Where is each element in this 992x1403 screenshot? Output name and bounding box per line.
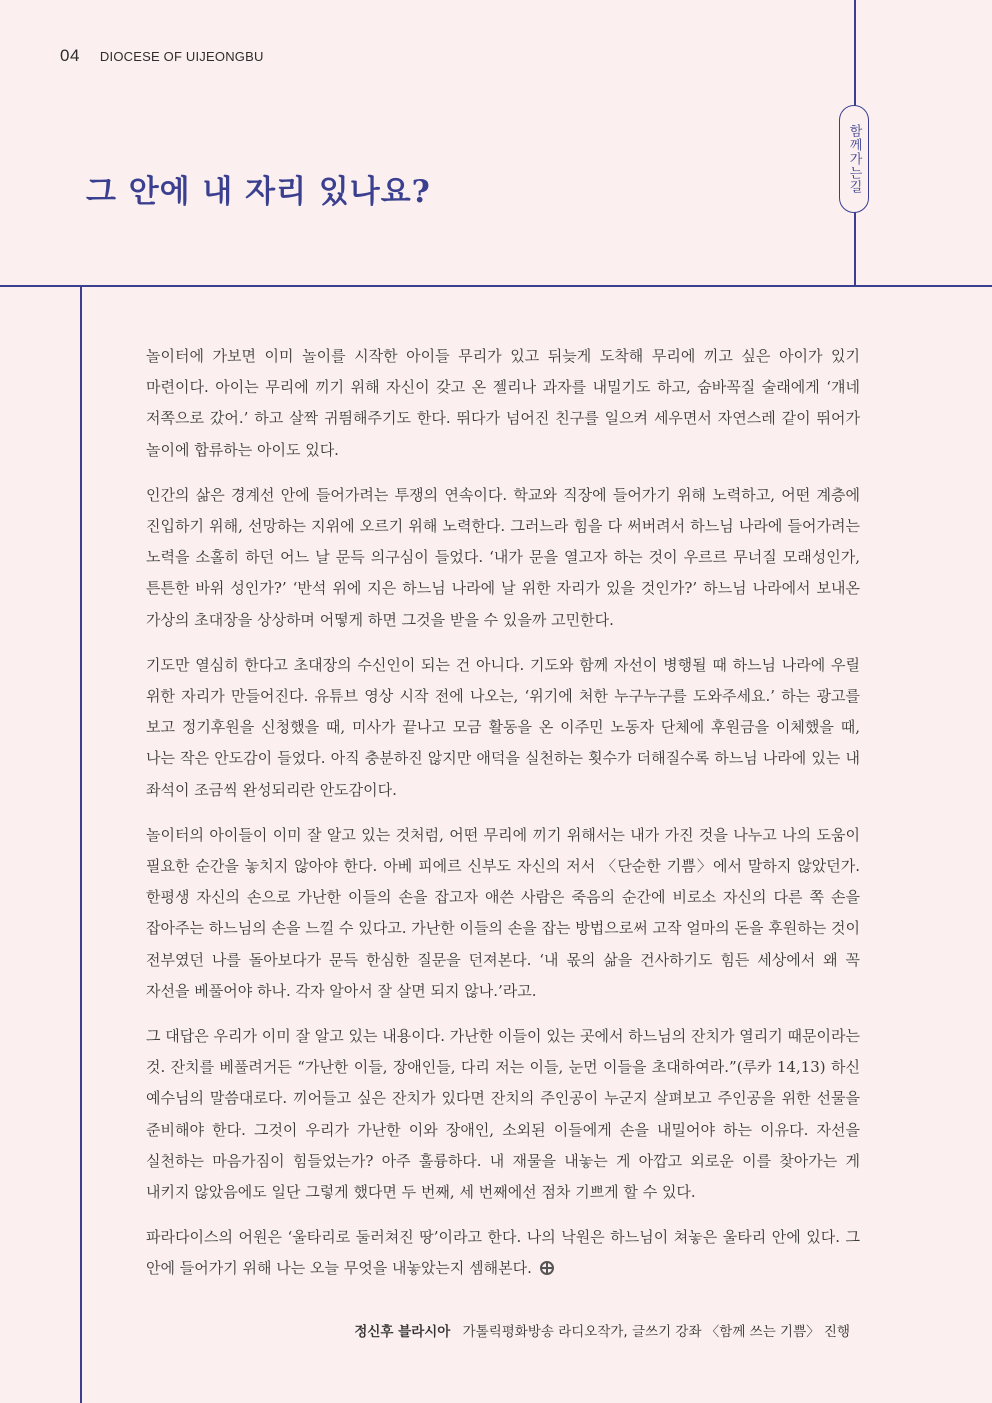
section-tab-label: 함께가는길 [846,124,862,194]
paragraph: 놀이터에 가보면 이미 놀이를 시작한 아이들 무리가 있고 뒤늦게 도착해 무리에 끼고 싶은 아이가 있기 마련이다. 아이는 무리에 끼기 위해 자신이 갖고 온 젤리나 과자를 내밀기도 하고, 숨바꼭질 술래에게 ‘걔네 저쪽으로 갔어.’ 하고 살짝 귀띔해주기도 한다. 뛰다가 넘어진 친구를 일으켜 세우면서 자연스레 같이 뛰어가 놀이에 합류하는 아이도 있다. [146,347,860,459]
paragraph: 기도만 열심히 한다고 초대장의 수신인이 되는 건 아니다. 기도와 함께 자선이 병행될 때 하느님 나라에 우릴 위한 자리가 만들어진다. 유튜브 영상 시작 전에 나오는, ‘위기에 처한 누구누구를 도와주세요.’ 하는 광고를 보고 정기후원을 신청했을 때, 미사가 끝나고 모금 활동을 온 이주민 노동자 단체에 후원금을 이체했을 때, 나는 작은 안도감이 들었다. 아직 충분하진 않지만 애덕을 실천하는 횟수가 더해질수록 하느님 나라에 있는 내 좌석이 조금씩 완성되리란 안도감이다. [146,655,860,799]
author-name: 정신후 블라시아 [354,1324,451,1340]
author-description: 가톨릭평화방송 라디오작가, 글쓰기 강좌 〈함께 쓰는 기쁨〉 진행 [462,1324,850,1340]
end-mark-icon [540,1261,554,1275]
vertical-rule-left [80,285,82,1403]
article-body [146,341,860,1299]
paragraph-last [146,1222,860,1284]
author-byline [354,1320,850,1340]
publication-name: DIOCESE OF UIJEONGBU [99,49,264,64]
paragraph-text: 파라다이스의 어원은 ‘울타리로 둘러쳐진 땅’이라고 한다. 나의 낙원은 하느님이 쳐놓은 울타리 안에 있다. 그 안에 들어가기 위해 나는 오늘 무엇을 내놓았는지 셈해본다. [146,1228,860,1278]
section-tab [839,105,869,213]
paragraph: 인간의 삶은 경계선 안에 들어가려는 투쟁의 연속이다. 학교와 직장에 들어가기 위해 노력하고, 어떤 계층에 진입하기 위해, 선망하는 지위에 오르기 위해 노력한다. 그러느라 힘을 다 써버려서 하느님 나라에 들어가려는 노력을 소홀히 하던 어느 날 문득 의구심이 들었다. ‘내가 문을 열고자 하는 것이 우르르 무너질 모래성인가, 튼튼한 바위 성인가?’ ‘반석 위에 지은 하느님 나라에 날 위한 자리가 있을 것인가?’ 하느님 나라에서 보내온 가상의 초대장을 상상하며 어떻게 하면 그것을 받을 수 있을까 고민한다. [146,485,860,629]
article-title: 그 안에 내 자리 있나요? [86,174,431,210]
page-number: 04 [60,46,80,65]
page-header [60,46,264,66]
paragraph: 놀이터의 아이들이 이미 잘 알고 있는 것처럼, 어떤 무리에 끼기 위해서는 내가 가진 것을 나누고 나의 도움이 필요한 순간을 놓치지 않아야 한다. 아베 피에르 신부도 자신의 저서 〈단순한 기쁨〉에서 말하지 않았던가. 한평생 자신의 손으로 가난한 이들의 손을 잡고자 애쓴 사람은 죽음의 순간에 비로소 자신의 다른 쪽 손을 잡아주는 하느님의 손을 느낄 수 있다고. 가난한 이들의 손을 잡는 방법으로써 고작 얼마의 돈을 후원하는 것이 전부였던 나를 돌아보다가 문득 한심한 질문을 던져본다. ‘내 몫의 삶을 건사하기도 힘든 세상에서 왜 꼭 자선을 베풀어야 하나. 각자 알아서 잘 살면 되지 않나.’라고. [146,825,860,1000]
horizontal-rule [0,285,992,287]
paragraph: 그 대답은 우리가 이미 잘 알고 있는 내용이다. 가난한 이들이 있는 곳에서 하느님의 잔치가 열리기 때문이라는 것. 잔치를 베풀려거든 “가난한 이들, 장애인들, 다리 저는 이들, 눈먼 이들을 초대하여라.”(루카 14,13) 하신 예수님의 말씀대로다. 끼어들고 싶은 잔치가 있다면 잔치의 주인공이 누군지 살펴보고 주인공을 위한 선물을 준비해야 한다. 그것이 우리가 가난한 이와 장애인, 소외된 이들에게 손을 내밀어야 하는 이유다. 자선을 실천하는 마음가짐이 힘들었는가? 아주 훌륭하다. 내 재물을 내놓는 게 아깝고 외로운 이를 찾아가는 게 내키지 않았음에도 일단 그렇게 했다면 두 번째, 세 번째에선 점차 기쁘게 할 수 있다. [146,1027,860,1202]
